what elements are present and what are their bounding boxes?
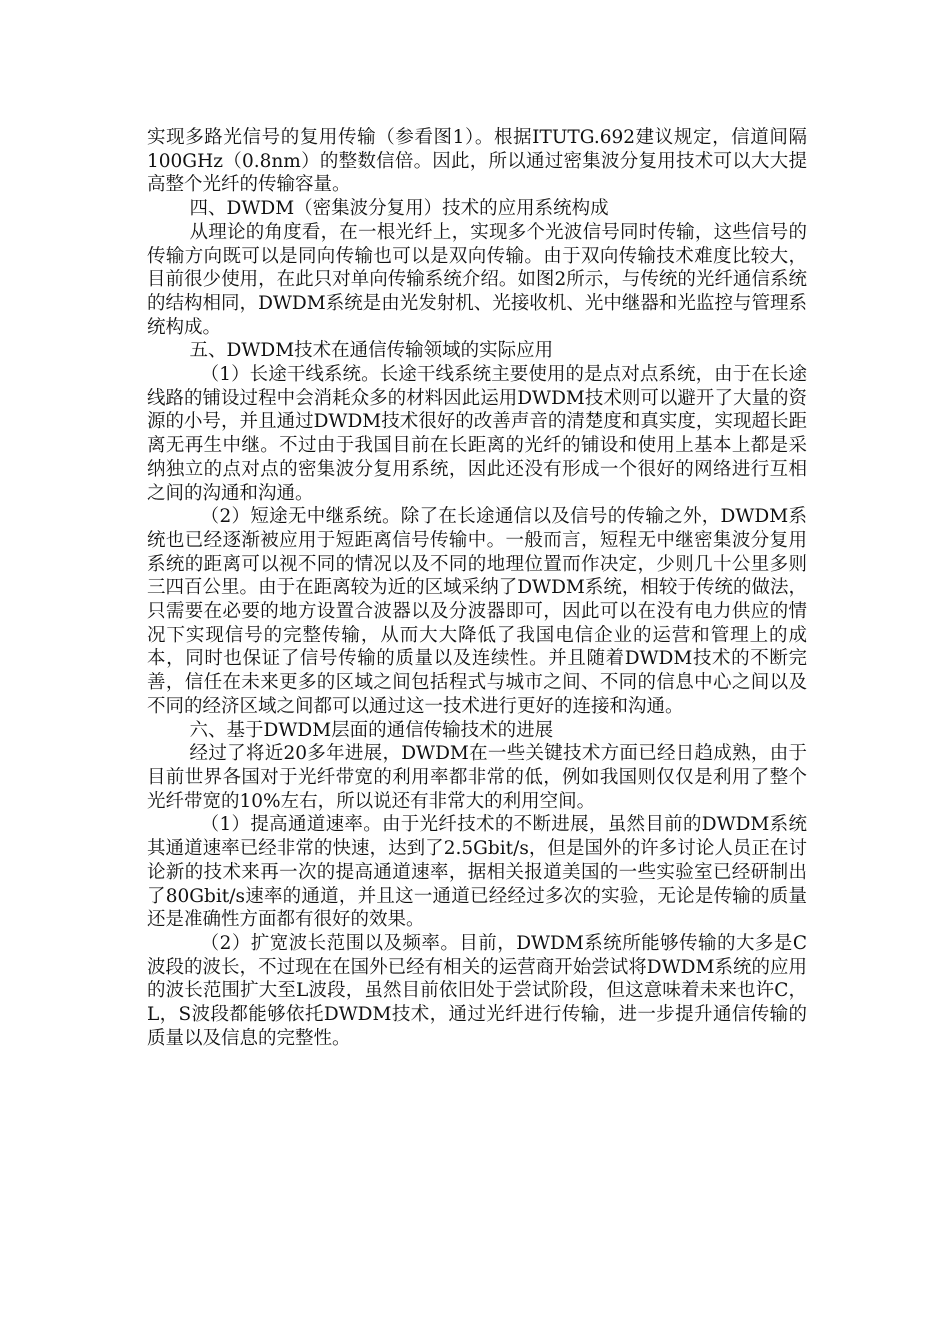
document-body	[147, 126, 807, 1050]
paragraph-channel-rate: （1）提高通道速率。由于光纤技术的不断进展，虽然目前的DWDM系统其通道速率已经非常的快速，达到了2.5Gbit/s，但是国外的许多讨论人员正在讨论新的技术来再一次的提高通道速率，据相关报道美国的一些实验室已经研制出了80Gbit/s速率的通道，并且这一通道已经经过多次的实验，无论是传输的质量还是准确性方面都有很好的效果。	[147, 814, 807, 931]
paragraph-short-haul: （2）短途无中继系统。除了在长途通信以及信号的传输之外，DWDM系统也已经逐渐被应用于短距离信号传输中。一般而言，短程无中继密集波分复用系统的距离可以视不同的情况以及不同的地理位置而作决定，少则几十公里多则三四百公里。由于在距离较为近的区域采纳了DWDM系统，相较于传统的做法，只需要在必要的地方设置合波器以及分波器即可，因此可以在没有电力供应的情况下实现信号的完整传输，从而大大降低了我国电信企业的运营和管理上的成本，同时也保证了信号传输的质量以及连续性。并且随着DWDM技术的不断完善，信任在未来更多的区域之间包括程式与城市之间、不同的信息中心之间以及不同的经济区域之间都可以通过这一技术进行更好的连接和沟通。	[147, 506, 807, 717]
paragraph-wavelength-range: （2）扩宽波长范围以及频率。目前，DWDM系统所能够传输的大多是C波段的波长，不过现在在国外已经有相关的运营商开始尝试将DWDM系统的应用的波长范围扩大至L波段，虽然目前依旧处于尝试阶段，但这意味着未来也许C，L，S波段都能够依托DWDM技术，通过光纤进行传输，进一步提升通信传输的质量以及信息的完整性。	[147, 932, 807, 1049]
section-heading-4: 四、DWDM（密集波分复用）技术的应用系统构成	[189, 198, 609, 220]
paragraph-system-structure: 从理论的角度看，在一根光纤上，实现多个光波信号同时传输，这些信号的传输方向既可以是同向传输也可以是双向传输。由于双向传输技术难度比较大，目前很少使用，在此只对单向传输系统介绍。如图2所示，与传统的光纤通信系统的结构相同，DWDM系统是由光发射机、光接收机、光中继器和光监控与管理系统构成。	[147, 221, 807, 338]
section-heading-5: 五、DWDM技术在通信传输领域的实际应用	[189, 340, 554, 362]
section-heading-6: 六、基于DWDM层面的通信传输技术的进展	[189, 719, 554, 741]
paragraph-long-haul: （1）长途干线系统。长途干线系统主要使用的是点对点系统，由于在长途线路的铺设过程中会消耗众多的材料因此运用DWDM技术则可以避开了大量的资源的小号，并且通过DWDM技术很好的改善声音的清楚度和真实度，实现超长距离无再生中继。不过由于我国目前在长距离的光纤的铺设和使用上基本上都是采纳独立的点对点的密集波分复用系统，因此还没有形成一个很好的网络进行互相之间的沟通和沟通。	[147, 364, 807, 504]
paragraph-intro-continuation: 实现多路光信号的复用传输（参看图1）。根据ITUTG.692建议规定，信道间隔100GHz（0.8nm）的整数信倍。因此，所以通过密集波分复用技术可以大大提高整个光纤的传输容量。	[147, 127, 807, 196]
paragraph-progress-intro: 经过了将近20多年进展，DWDM在一些关键技术方面已经日趋成熟，由于目前世界各国对于光纤带宽的利用率都非常的低，例如我国则仅仅是利用了整个光纤带宽的10%左右，所以说还有非常大的利用空间。	[147, 743, 807, 812]
